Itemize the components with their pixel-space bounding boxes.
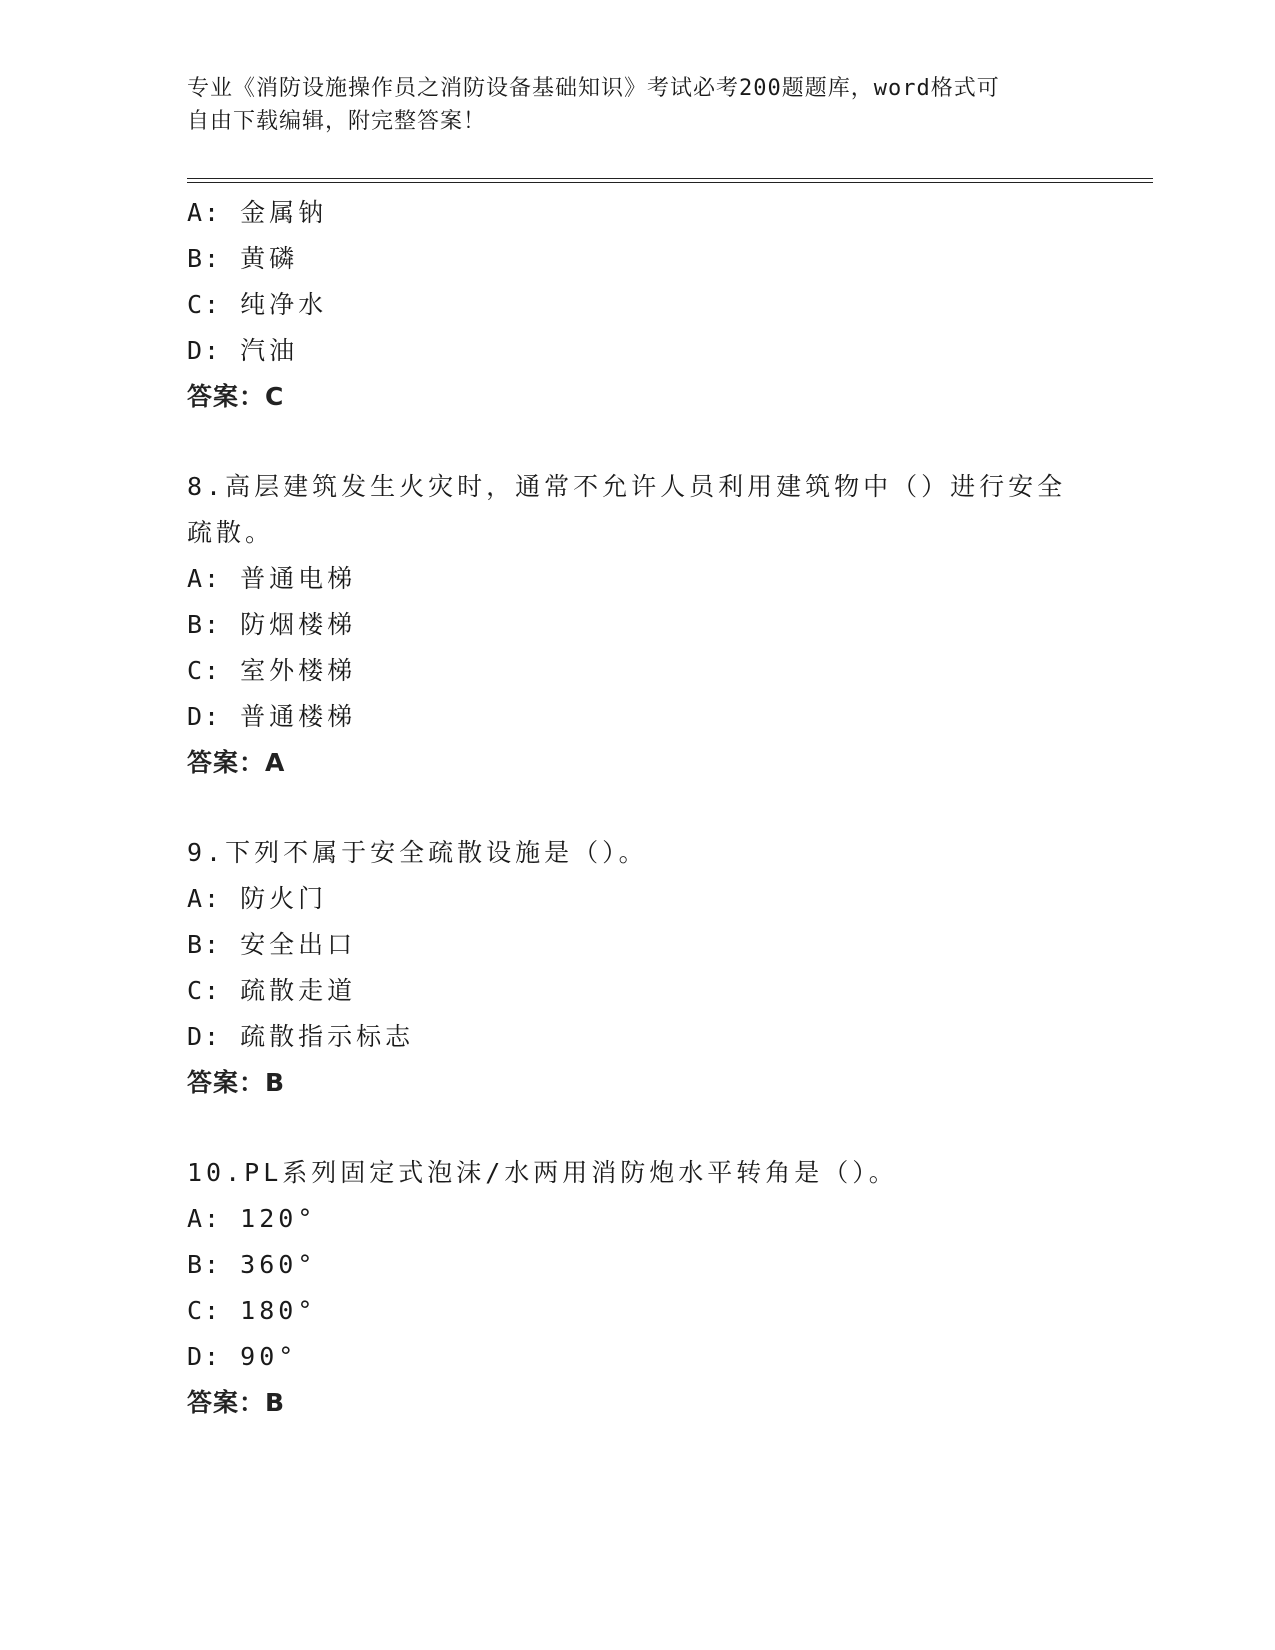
question-text-line-2: 疏散。	[187, 518, 275, 547]
question-text-line-1: 10.PL系列固定式泡沫/水两用消防炮水平转角是（）。	[187, 1158, 898, 1187]
header-divider	[187, 178, 1153, 183]
question-text-line-1: 8.高层建筑发生火灾时，通常不允许人员利用建筑物中（）进行安全	[187, 472, 1067, 501]
option-b: B: 安全出口	[187, 930, 357, 959]
header-line-1: 专业《消防设施操作员之消防设备基础知识》考试必考200题题库，word格式可	[187, 76, 1000, 101]
answer-label: 答案：A	[187, 748, 286, 777]
option-c: C: 室外楼梯	[187, 656, 357, 685]
option-c: C: 纯净水	[187, 290, 328, 319]
answer-label: 答案：B	[187, 1388, 286, 1417]
option-a: A: 120°	[187, 1204, 317, 1233]
option-c: C: 180°	[187, 1296, 317, 1325]
question-10	[187, 1150, 1067, 1426]
option-b: B: 防烟楼梯	[187, 610, 357, 639]
option-c: C: 疏散走道	[187, 976, 357, 1005]
document-header	[187, 72, 1067, 138]
option-d: D: 疏散指示标志	[187, 1022, 415, 1051]
option-d: D: 汽油	[187, 336, 299, 365]
header-line-2: 自由下载编辑，附完整答案！	[187, 109, 487, 134]
option-a: A: 金属钠	[187, 198, 328, 227]
question-7	[187, 190, 1067, 420]
option-a: A: 防火门	[187, 884, 328, 913]
option-d: D: 普通楼梯	[187, 702, 357, 731]
question-text-line-1: 9.下列不属于安全疏散设施是（）。	[187, 838, 648, 867]
option-a: A: 普通电梯	[187, 564, 357, 593]
question-list	[187, 190, 1067, 1426]
question-9	[187, 830, 1067, 1106]
answer-label: 答案：C	[187, 382, 285, 411]
option-b: B: 360°	[187, 1250, 317, 1279]
question-8	[187, 464, 1067, 786]
option-d: D: 90°	[187, 1342, 298, 1371]
option-b: B: 黄磷	[187, 244, 299, 273]
answer-label: 答案：B	[187, 1068, 286, 1097]
